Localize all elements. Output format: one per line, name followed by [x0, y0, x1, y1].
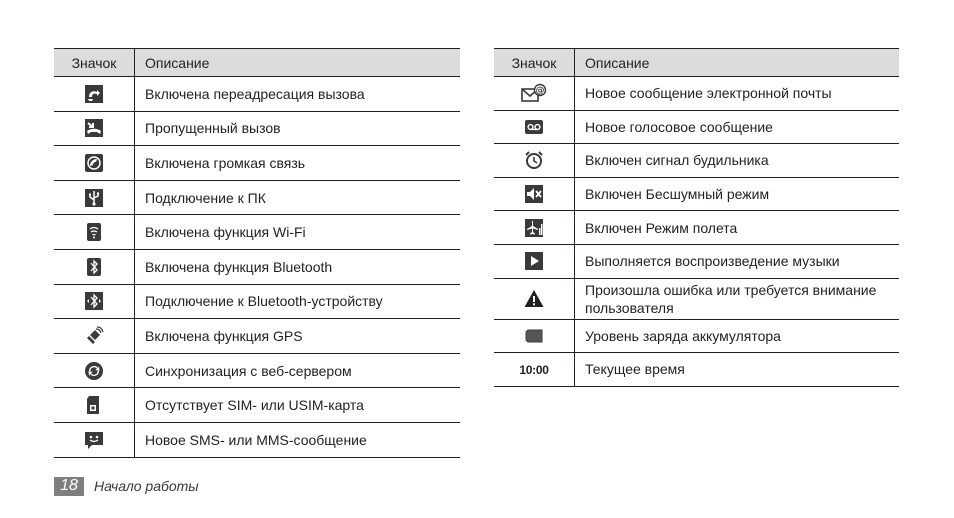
table-row: [54, 353, 460, 388]
row-description: Включена функция Bluetooth: [135, 249, 461, 284]
row-description: Включен сигнал будильника: [575, 144, 900, 178]
row-description: Выполняется воспроизведение музыки: [575, 244, 900, 278]
play-icon: [524, 251, 544, 271]
wifi-icon: [84, 222, 104, 242]
row-description: Пропущенный вызов: [135, 111, 461, 146]
row-description: Новое SMS- или MMS-сообщение: [135, 422, 461, 457]
row-description: Текущее время: [575, 353, 900, 387]
row-description: Уровень заряда аккумулятора: [575, 319, 900, 353]
description-column-header: Описание: [575, 49, 900, 77]
table-row: [494, 319, 899, 353]
row-description: Отсутствует SIM- или USIM-карта: [135, 388, 461, 423]
usb-icon: [84, 188, 104, 208]
table-row: [494, 211, 899, 245]
email-icon: [521, 83, 547, 103]
row-description: Новое голосовое сообщение: [575, 110, 900, 144]
call-forward-icon: [84, 84, 104, 104]
alarm-icon: [524, 150, 544, 170]
no-sim-icon: [84, 395, 104, 415]
table-row: [494, 278, 899, 319]
status-icons-table-left: [54, 48, 460, 458]
table-row: [494, 353, 899, 387]
row-description: Подключение к ПК: [135, 180, 461, 215]
bluetooth-connected-icon: [84, 291, 104, 311]
status-icons-table-right: [494, 48, 899, 387]
description-column-header: Описание: [135, 49, 461, 77]
table-row: [54, 146, 460, 181]
warning-icon: [524, 289, 544, 309]
table-row: [54, 215, 460, 250]
gps-icon: [84, 326, 104, 346]
flight-mode-icon: [524, 218, 544, 238]
row-description: Включена громкая связь: [135, 146, 461, 181]
table-row: [54, 249, 460, 284]
table-row: [54, 422, 460, 457]
table-row: [494, 177, 899, 211]
row-description: Произошла ошибка или требуется внимание пользователя: [575, 278, 900, 319]
silent-mode-icon: [524, 184, 544, 204]
row-description: Подключение к Bluetooth-устройству: [135, 284, 461, 319]
table-row: [54, 319, 460, 354]
row-description: Синхронизация с веб-сервером: [135, 353, 461, 388]
clock-time-label: 10:00: [519, 363, 549, 378]
table-row: [54, 77, 460, 112]
battery-icon: [524, 326, 544, 346]
page-number: 18: [54, 477, 84, 496]
table-row: [494, 77, 899, 111]
sync-icon: [84, 361, 104, 381]
page-footer: [54, 476, 199, 496]
table-row: [494, 144, 899, 178]
message-icon: [84, 430, 104, 450]
missed-call-icon: [84, 118, 104, 138]
icon-column-header: Значок: [54, 49, 135, 77]
speakerphone-icon: [84, 153, 104, 173]
table-row: [54, 180, 460, 215]
row-description: Включен Режим полета: [575, 211, 900, 245]
table-row: [494, 244, 899, 278]
row-description: Включена переадресация вызова: [135, 77, 461, 112]
voicemail-icon: [524, 117, 544, 137]
row-description: Включена функция Wi-Fi: [135, 215, 461, 250]
section-title: Начало работы: [94, 478, 199, 494]
row-description: Включена функция GPS: [135, 319, 461, 354]
bluetooth-icon: [84, 257, 104, 277]
svg-text:@: @: [535, 86, 545, 97]
table-row: [494, 110, 899, 144]
row-description: Включен Бесшумный режим: [575, 177, 900, 211]
table-row: [54, 388, 460, 423]
table-row: [54, 111, 460, 146]
row-description: Новое сообщение электронной почты: [575, 77, 900, 111]
table-row: [54, 284, 460, 319]
icon-column-header: Значок: [494, 49, 575, 77]
